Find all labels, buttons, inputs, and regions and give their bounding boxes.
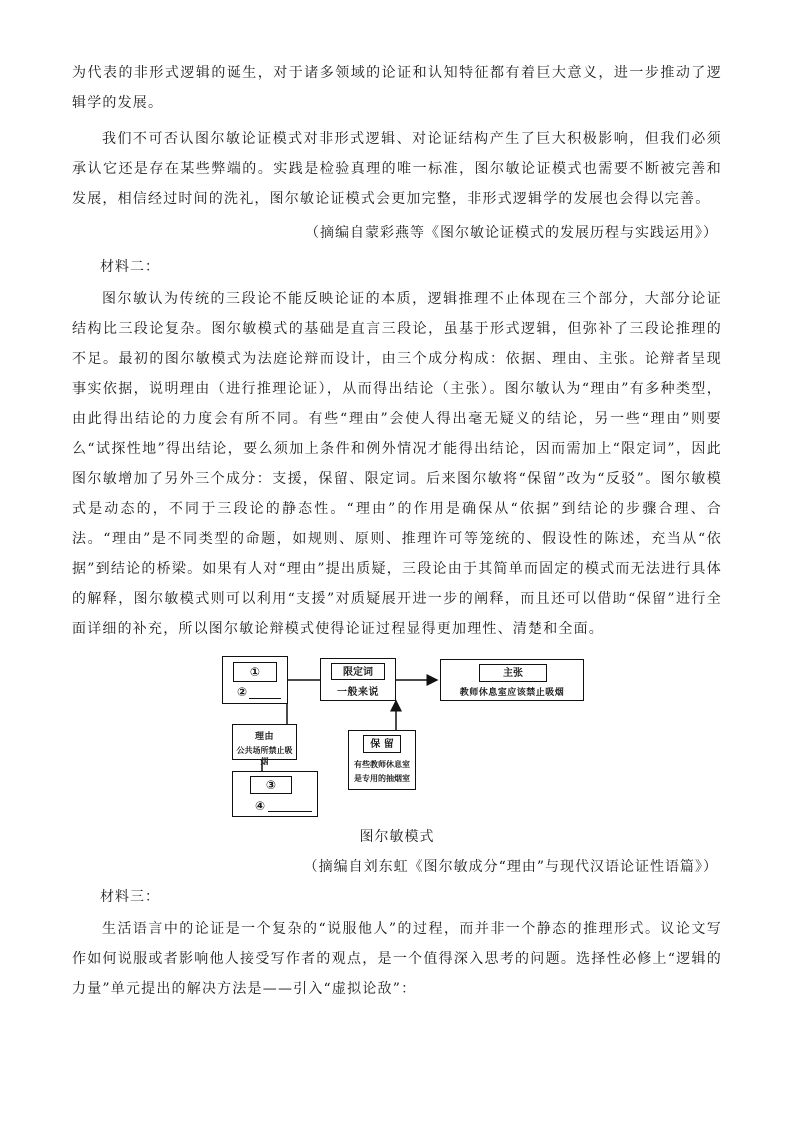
blank-4-marker: ④ <box>255 799 266 813</box>
rebuttal-text-line-1: 有些教师休息室 <box>354 760 410 769</box>
blank-3-box <box>250 776 292 794</box>
data-box <box>222 656 288 704</box>
rebuttal-title: 保 留 <box>370 739 394 750</box>
claim-text: 教师休息室应该禁止吸烟 <box>459 688 565 698</box>
blank-1-box <box>233 662 277 682</box>
source-citation-2: （摘编自刘东虹《图尔敏成分“理由”与现代汉语论证性语篇》） <box>303 859 718 875</box>
claim-title-box <box>479 664 547 682</box>
paragraph-3: 图尔敏认为传统的三段论不能反映论证的本质，逻辑推理不止体现在三个部分，大部分论证结构比三段论复杂。图尔敏模式的基础是直言三段论，虽基于形式逻辑，但弥补了三段论推理的不足。最初的图尔敏模式为法庭论辩而设计，由三个成分构成：依据、理由、主张。论辩者呈现事实依据，说明理由（进行推理论证），从而得出结论（主张）。图尔敏认为“理由”有多种类型，由此得出结论的力度会有所不同。有些“理由”会使人得出毫无疑义的结论，另一些“理由”则要么“试探性地”得出结论，要么须加上条件和例外情况才能得出结论，因而需加上“限定词”，因此图尔敏增加了另外三个成分：支援，保留、限定词。后来图尔敏将“保留”改为“反驳”。图尔敏模式是动态的，不同于三段论的静态性。“理由”的作用是确保从“依据”到结论的步骤合理、合法。“理由”是不同类型的命题，如规则、原则、推理许可等笼统的、假设性的陈述，充当从“依据”到结论的桥梁。如果有人对“理由”提出质疑，三段论由于其简单而固定的模式而无法进行具体的解释，图尔敏模式则可以利用“支援”对质疑展开进一步的阐释，而且还可以借助“保留”进行全面详细的补充，所以图尔敏论辩模式使得论证过程显得更加理性、清楚和全面。 <box>72 291 722 637</box>
blank-4-line <box>268 811 312 812</box>
paragraph-1: 为代表的非形式逻辑的诞生，对于诸多领域的论证和认知特征都有着巨大意义，进一步推动了逻辑学的发展。 <box>72 65 722 111</box>
warrant-text: 公共场所禁止吸烟 <box>236 746 293 766</box>
material-two-label: 材料二： <box>100 259 160 275</box>
rebuttal-box <box>348 730 416 790</box>
backing-box <box>232 771 318 817</box>
diagram-caption: 图尔敏模式 <box>359 829 435 845</box>
warrant-title: 理由 <box>254 732 274 742</box>
paragraph-2: 我们不可否认图尔敏论证模式对非形式逻辑、对论证结构产生了巨大积极影响，但我们必须承认它还是存在某些弊端的。实践是检验真理的唯一标准，图尔敏论证模式也需要不断被完善和发展，相信经过时间的洗礼，图尔敏论证模式会更加完整，非形式逻辑学的发展也会得以完善。 <box>72 131 722 207</box>
rebuttal-title-box <box>363 735 401 753</box>
warrant-box <box>232 724 297 766</box>
blank-2-line <box>249 698 281 699</box>
qualifier-title-box <box>331 663 385 680</box>
blank-1-marker: ① <box>249 665 261 679</box>
blank-2-marker: ② <box>237 685 248 699</box>
blank-3-marker: ③ <box>265 778 277 792</box>
paragraph-4: 生活语言中的论证是一个复杂的“说服他人”的过程，而并非一个静态的推理形式。议论文写作如何说服或者影响他人接受写作者的观点，是一个值得深入思考的问题。选择性必修上“逻辑的力量”单元提出的解决方法是——引入“虚拟论敌”： <box>72 921 722 997</box>
claim-title: 主张 <box>503 668 523 679</box>
rebuttal-text-line-2: 是专用的抽烟室 <box>354 774 410 783</box>
qualifier-title: 限定词 <box>343 667 373 678</box>
qualifier-box <box>320 658 396 701</box>
claim-box <box>440 659 584 701</box>
qualifier-text: 一般来说 <box>337 687 379 698</box>
source-citation-1: （摘编自蒙彩燕等《图尔敏论证模式的发展历程与实践运用》） <box>305 225 718 241</box>
material-three-label: 材料三： <box>100 889 160 905</box>
